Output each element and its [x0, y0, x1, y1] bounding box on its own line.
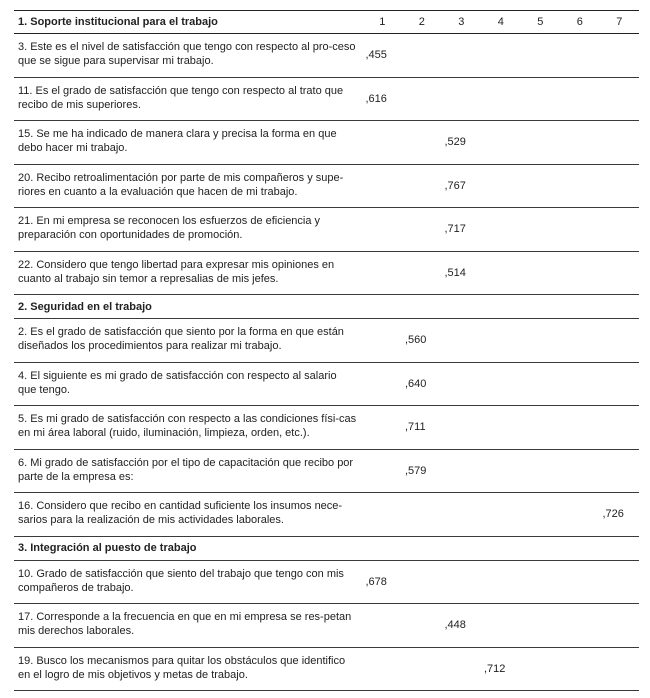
cell-col-3: [442, 363, 482, 406]
cell-col-4: [481, 208, 521, 251]
loading-value: ,678: [365, 575, 387, 588]
cell-col-7: [600, 561, 640, 604]
cell-col-4: [481, 34, 521, 77]
cell-col-5: [521, 121, 561, 164]
cell-col-1: [363, 450, 403, 493]
value-columns: [363, 208, 640, 251]
cell-col-4: [481, 406, 521, 449]
table-row: [14, 252, 639, 296]
item-text: 19. Busco los mecanismos para quitar los obstáculos que identifico en el logro de mis objetivos y metas de trabajo.: [18, 654, 346, 681]
cell-col-7: [600, 295, 640, 318]
cell-col-2: [402, 295, 442, 318]
table-row: [14, 406, 639, 450]
item-text: 3. Este es el nivel de satisfacción que tengo con respecto al pro-ceso que se sigue para supervisar mi trabajo.: [18, 41, 356, 67]
cell-col-5: [521, 561, 561, 604]
cell-col-5: [521, 34, 561, 77]
cell-col-1: [363, 165, 403, 208]
cell-col-1: [363, 648, 403, 691]
cell-col-2: [402, 604, 442, 647]
cell-col-7: [600, 648, 640, 691]
cell-col-2: [402, 121, 442, 164]
cell-col-5: [521, 537, 561, 560]
loading-value: ,448: [444, 619, 466, 632]
cell-col-3: [442, 319, 482, 362]
loading-value: ,712: [484, 662, 506, 675]
cell-col-6: [560, 363, 600, 406]
table-row: [14, 319, 639, 363]
item-text: 15. Se me ha indicado de manera clara y precisa la forma en que debo hacer mi trabajo.: [18, 128, 337, 154]
cell-col-7: [600, 165, 640, 208]
cell-col-5: [521, 78, 561, 121]
cell-col-4: [481, 493, 521, 536]
cell-col-1: [363, 252, 403, 295]
cell-col-5: [521, 493, 561, 536]
cell-col-4: [481, 561, 521, 604]
cell-col-4: [481, 165, 521, 208]
loading-value: ,767: [444, 179, 466, 192]
cell-col-2: [402, 252, 442, 295]
cell-col-7: [600, 450, 640, 493]
table-header-row: [14, 10, 639, 34]
column-header-1: 1: [379, 16, 386, 28]
table-body: [14, 34, 639, 691]
cell-col-6: [560, 561, 600, 604]
loading-value: ,579: [405, 464, 427, 477]
loading-value: ,640: [405, 377, 427, 390]
cell-col-7: [600, 537, 640, 560]
cell-col-3: [442, 648, 482, 691]
table-row: [14, 165, 639, 209]
loading-value: ,529: [444, 136, 466, 149]
cell-col-5: [521, 295, 561, 318]
cell-col-1: [363, 295, 403, 318]
loading-value: ,560: [405, 334, 427, 347]
cell-col-4: [481, 537, 521, 560]
cell-col-4: [481, 363, 521, 406]
item-text: 10. Grado de satisfacción que siento del trabajo que tengo con mis compañeros de trabajo.: [18, 567, 344, 594]
table-row: [14, 34, 639, 78]
cell-col-7: [600, 406, 640, 449]
item-text: 4. El siguiente es mi grado de satisfacción con respecto al salario que tengo.: [18, 369, 337, 396]
cell-col-2: [402, 34, 442, 77]
cell-col-2: [402, 78, 442, 121]
table-row: [14, 604, 639, 648]
cell-col-1: [363, 493, 403, 536]
item-text: 2. Es el grado de satisfacción que siento por la forma en que están diseñados los procedimientos para realizar mi trabajo.: [18, 326, 344, 352]
cell-col-1: [363, 121, 403, 164]
cell-col-2: [402, 165, 442, 208]
loading-value: ,616: [365, 92, 387, 105]
cell-col-1: [363, 363, 403, 406]
cell-col-6: [560, 493, 600, 536]
cell-col-4: [481, 252, 521, 295]
cell-col-7: [600, 34, 640, 77]
cell-col-2: [402, 537, 442, 560]
item-text: 17. Corresponde a la frecuencia en que en mi empresa se res-petan mis derechos laborales.: [18, 611, 352, 637]
section-header-row: [14, 295, 639, 319]
value-columns: [363, 493, 640, 536]
cell-col-6: [560, 406, 600, 449]
value-columns: [363, 78, 640, 121]
item-text: 16. Considero que recibo en cantidad suficiente los insumos nece-sarios para la realización de mis actividades laborales.: [18, 500, 343, 526]
item-text: 11. Es el grado de satisfacción que tengo con respecto al trato que recibo de mis superiores.: [18, 84, 344, 111]
cell-col-3: [442, 406, 482, 449]
value-columns: [363, 406, 640, 449]
cell-col-3: [442, 493, 482, 536]
table-row: [14, 363, 639, 407]
table-row: [14, 208, 639, 252]
column-header-4: 4: [497, 16, 504, 28]
column-header-6: 6: [576, 16, 583, 28]
cell-col-7: [600, 363, 640, 406]
cell-col-3: [442, 561, 482, 604]
table-row: [14, 648, 639, 692]
cell-col-5: [521, 363, 561, 406]
cell-col-5: [521, 208, 561, 251]
cell-col-3: [442, 295, 482, 318]
column-header-7: 7: [616, 16, 623, 28]
table-row: [14, 450, 639, 494]
cell-col-6: [560, 121, 600, 164]
cell-col-1: [363, 406, 403, 449]
cell-col-1: [363, 604, 403, 647]
loading-value: ,717: [444, 223, 466, 236]
cell-col-6: [560, 604, 600, 647]
cell-col-6: [560, 78, 600, 121]
value-columns: [363, 252, 640, 295]
item-text: 20. Recibo retroalimentación por parte de mis compañeros y supe-riores en cuanto a la evaluación que hacen de mi trabajo.: [18, 171, 344, 198]
loading-value: ,455: [365, 49, 387, 62]
cell-col-4: [481, 295, 521, 318]
cell-col-5: [521, 604, 561, 647]
loading-value: ,514: [444, 266, 466, 279]
item-text: 22. Considero que tengo libertad para expresar mis opiniones en cuanto al trabajo sin temor a represalias de mis jefes.: [18, 258, 335, 285]
table-row: [14, 493, 639, 537]
cell-col-2: [402, 561, 442, 604]
cell-col-7: [600, 252, 640, 295]
cell-col-3: [442, 78, 482, 121]
cell-col-6: [560, 450, 600, 493]
column-header-5: 5: [537, 16, 544, 28]
cell-col-5: [521, 165, 561, 208]
cell-col-1: [363, 537, 403, 560]
cell-col-7: [600, 319, 640, 362]
item-text: 6. Mi grado de satisfacción por el tipo de capacitación que recibo por parte de la empresa es:: [18, 456, 354, 483]
cell-col-4: [481, 319, 521, 362]
factor-loadings-table: [14, 10, 639, 691]
cell-col-5: [521, 252, 561, 295]
loading-value: ,711: [405, 421, 426, 434]
cell-col-4: [481, 78, 521, 121]
cell-col-2: [402, 493, 442, 536]
cell-col-6: [560, 34, 600, 77]
section-header-row: [14, 537, 639, 561]
value-columns: [363, 648, 640, 691]
value-columns: [363, 561, 640, 604]
cell-col-6: [560, 295, 600, 318]
cell-col-6: [560, 648, 600, 691]
cell-col-5: [521, 450, 561, 493]
value-columns: [363, 121, 640, 164]
item-text: 21. En mi empresa se reconocen los esfuerzos de eficiencia y preparación con oportunidades de promoción.: [18, 215, 321, 241]
cell-col-7: [600, 208, 640, 251]
cell-col-6: [560, 208, 600, 251]
cell-col-5: [521, 406, 561, 449]
table-row: [14, 78, 639, 122]
value-columns: [363, 295, 640, 318]
cell-col-6: [560, 537, 600, 560]
cell-col-5: [521, 319, 561, 362]
column-header-2: 2: [418, 16, 425, 28]
cell-col-4: [481, 604, 521, 647]
table-row: [14, 561, 639, 605]
section-title: 3. Integración al puesto de trabajo: [18, 542, 197, 554]
item-text: 5. Es mi grado de satisfacción con respecto a las condiciones físi-cas en mi área laboral (ruido, iluminación, limpieza, orden, etc.).: [18, 413, 357, 439]
cell-col-6: [560, 319, 600, 362]
cell-col-5: [521, 648, 561, 691]
cell-col-6: [560, 165, 600, 208]
section-title: 2. Seguridad en el trabajo: [18, 300, 152, 313]
column-header-3: 3: [458, 16, 465, 28]
value-columns: [363, 165, 640, 208]
cell-col-7: [600, 121, 640, 164]
cell-col-6: [560, 252, 600, 295]
value-columns: [363, 450, 640, 493]
cell-col-3: [442, 450, 482, 493]
header-columns: [363, 11, 640, 33]
cell-col-3: [442, 34, 482, 77]
cell-col-1: [363, 319, 403, 362]
table-row: [14, 121, 639, 165]
cell-col-2: [402, 208, 442, 251]
value-columns: [363, 34, 640, 77]
cell-col-1: [363, 208, 403, 251]
cell-col-7: [600, 78, 640, 121]
cell-col-7: [600, 604, 640, 647]
cell-col-2: [402, 648, 442, 691]
header-title: 1. Soporte institucional para el trabajo: [18, 16, 218, 28]
value-columns: [363, 537, 640, 560]
value-columns: [363, 363, 640, 406]
loading-value: ,726: [602, 508, 624, 521]
value-columns: [363, 604, 640, 647]
cell-col-4: [481, 121, 521, 164]
cell-col-3: [442, 537, 482, 560]
value-columns: [363, 319, 640, 362]
cell-col-4: [481, 450, 521, 493]
